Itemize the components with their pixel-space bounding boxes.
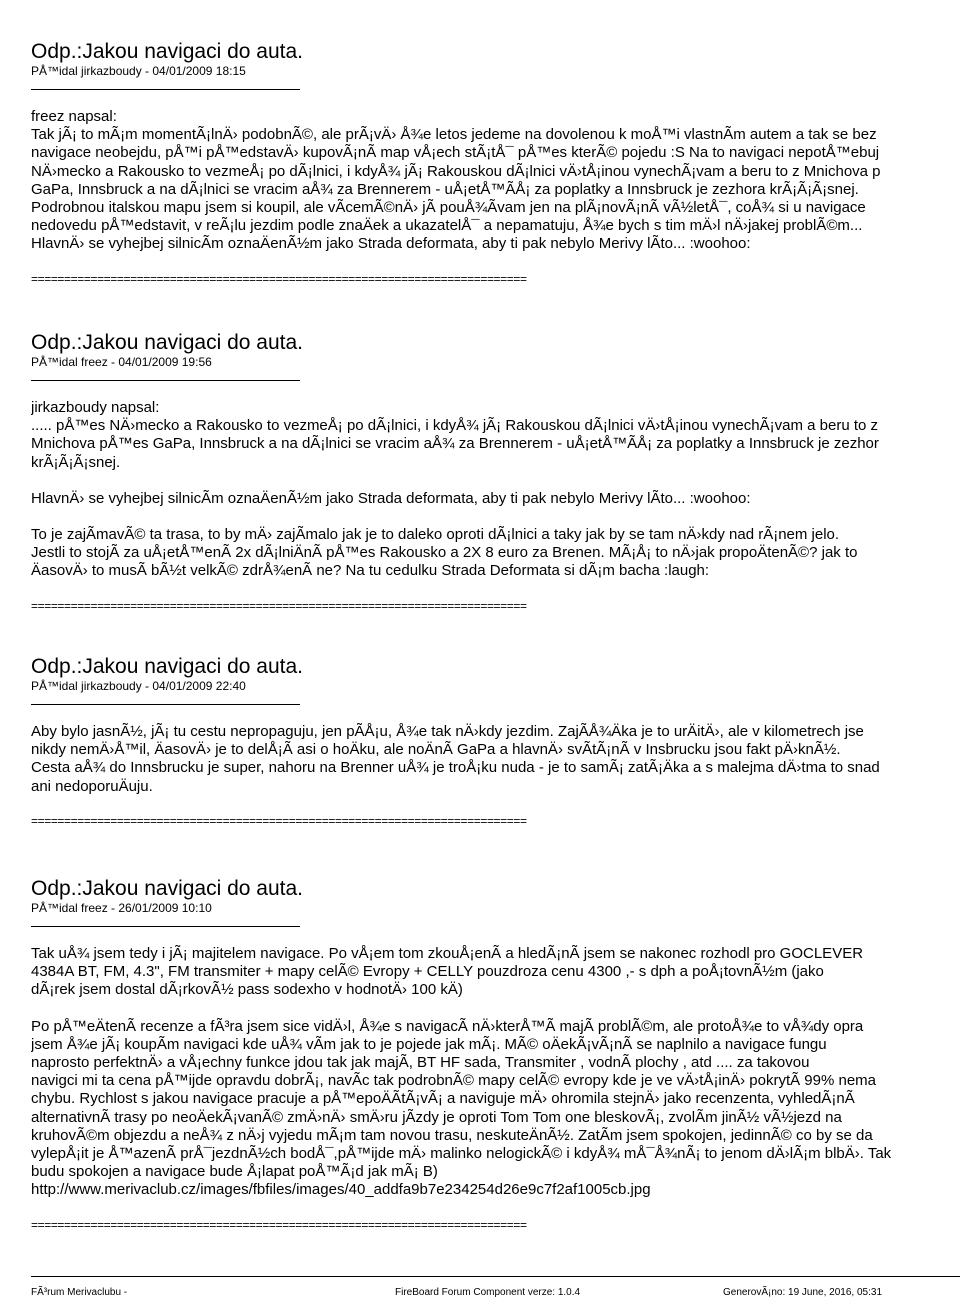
post-text-line: navigace neobejdu, pÅ™i pÅ™edstavÄ› kupovÃ¡nÃ map vÅ¡ech stÃ¡tÅ¯ pÅ™es kterÃ© pojedu :S Na to navigaci nepotÅ™ebuj [31, 144, 880, 162]
post-text-line: NÄ›mecko a Rakousko to vezmeÅ¡ po dÃ¡lnici, i kdyÅ¾ jÃ¡ Rakouskou dÃ¡lnici vÄ›tÅ¡inou vynechÃ¡vam a beru to z Mnichova p [31, 162, 881, 180]
post-title: Odp.:Jakou navigaci do auta. [31, 40, 304, 63]
post-text-line: ÄasovÄ› to musÃ bÃ½t velkÃ© zdrÅ¾enÃ ne? Na tu cedulku Strada Deformata si dÃ¡m bacha :laugh: [31, 562, 710, 580]
post-text-line: naprosto perfektnÄ› a vÅ¡echny funkce jdou tak jak majÃ, BT HF sada, Transmiter , vodnÃ plochy , atd .... za takovou [31, 1054, 810, 1072]
post-author-date: PÅ™idal jirkazboudy - 04/01/2009 18:15 [31, 64, 246, 78]
post-title: Odp.:Jakou navigaci do auta. [31, 877, 304, 900]
footer-component-version: FireBoard Forum Component verze: 1.0.4 [395, 1287, 581, 1298]
post-separator: =========================================================================== [31, 813, 527, 828]
forum-post [31, 40, 960, 286]
post-text-line: 4384A BT, FM, 4.3", FM transmiter + mapy celÃ© Evropy + CELLY pouzdroza cenu 4300 ,- s dph a poÅ¡tovnÃ½m (jako [31, 963, 824, 981]
post-text-line: Mnichova pÅ™es GaPa, Innsbruck a na dÃ¡lnici se vracim aÅ¾ za Brennerem - uÅ¡etÅ™ÃÅ¡ za poplatky a Innsbruck je zezhor [31, 435, 879, 453]
post-text-line: Aby bylo jasnÃ½, jÃ¡ tu cestu nepropaguju, jen pÃÅ¡u, Å¾e tak nÄ›kdy jezdim. ZajÃÅ¾Äka je to urÄitÄ›, ale v kilometrech jse [31, 723, 864, 740]
post-text-line: krÃ¡Ã¡Ã¡snej. [31, 453, 121, 471]
post-author-date: PÅ™idal jirkazboudy - 04/01/2009 22:40 [31, 679, 246, 693]
forum-post [31, 331, 960, 613]
post-text-line: freez napsal: [31, 108, 117, 125]
footer-generated-date: GenerovÃ¡no: 19 June, 2016, 05:31 [723, 1287, 883, 1298]
post-separator: =========================================================================== [31, 271, 527, 286]
post-text-line: dÃ¡rek jsem dostal dÃ¡rkovÃ½ pass sodexho v hodnotÄ› 100 kÄ) [31, 981, 463, 999]
post-text-line: Jestli to stojÃ za uÅ¡etÅ™enÃ 2x dÃ¡lniÄnÃ pÅ™es Rakousko a 2X 8 euro za Brenen. MÃ¡Å¡ to nÄ›jak propoÄtenÃ©? jak to [31, 544, 858, 562]
post-text-line: Po pÅ™eÄtenÃ recenze a fÃ³ra jsem sice vidÄ›l, Å¾e s navigacÃ nÄ›kterÅ™Ã majÃ problÃ©m, ale protoÅ¾e to vÅ¾dy opra [31, 1017, 864, 1035]
post-text-line: vylepÅ¡it je Å™azenÃ prÅ¯jezdnÃ½ch bodÅ¯,pÅ™ijde mÄ› malinko nelogickÃ© i kdyÅ¾ mÅ¯Å¾nÃ¡ to jenom dÄ›lÃ¡m blbÄ›. Tak [31, 1145, 892, 1163]
footer-divider [31, 1276, 960, 1277]
post-text-line: navigci mi ta cena pÅ™ijde opravdu dobrÃ¡, navÃc tak podrobnÃ© mapy celÃ© evropy kde je ve vÄ›tÅ¡inÄ› pokrytÃ 99% nema [31, 1072, 877, 1090]
post-separator: =========================================================================== [31, 1217, 527, 1232]
post-title: Odp.:Jakou navigaci do auta. [31, 331, 304, 354]
post-text-line: jsem Å¾e jÃ¡ koupÃm navigaci kde uÅ¾ vÃm jak to je pojede jak mÃ¡. MÃ© oÄekÃ¡vÃ¡nÃ se naplnilo a navigace fungu [31, 1035, 827, 1053]
post-text-line: nedovedu pÅ™edstavit, v reÃ¡lu jezdim podle znaÄek a ukazatelÅ¯ a nepamatuju, Å¾e bych s tim mÄ›l nÄ›jakej problÃ©m... [31, 217, 863, 235]
post-text-line: kruhovÃ©m objezdu a neÅ¾ z nÄ›j vyjedu mÃ¡m tam novou trasu, neskuteÄnÃ½. ZatÃm jsem spokojen, jedinnÃ© co by se da [31, 1126, 873, 1144]
post-text-line: Podrobnou italskou mapu jsem si koupil, ale vÃcemÃ©nÄ› jÃ pouÅ¾Ãvam jen na plÃ¡novÃ¡nÃ vÃ½letÅ¯, coÅ¾ si u navigace [31, 199, 866, 217]
post-text-line: Tak uÅ¾ jsem tedy i jÃ¡ majitelem navigace. Po vÅ¡em tom zkouÅ¡enÃ a hledÃ¡nÃ jsem se nakonec rozhodl pro GOCLEVER [31, 945, 864, 962]
post-text-line: To je zajÃmavÃ© ta trasa, to by mÄ› zajÃmalo jak je to daleko oproti dÃ¡lnici a taky jak by se tam nÄ›kdy nad rÃ¡nem jelo. [31, 526, 840, 544]
post-text-line: Cesta aÅ¾ do Innsbrucku je super, nahoru na Brenner uÅ¾ je troÅ¡ku nuda - je to samÃ¡ zatÃ¡Äka a s malejma dÄ›tma to snad [31, 759, 880, 777]
post-author-date: PÅ™idal freez - 26/01/2009 10:10 [31, 901, 212, 915]
post-author-date: PÅ™idal freez - 04/01/2009 19:56 [31, 355, 212, 369]
post-text-line: ..... pÅ™es NÄ›mecko a Rakousko to vezmeÅ¡ po dÃ¡lnici, i kdyÅ¾ jÃ¡ Rakouskou dÃ¡lnici vÄ›tÅ¡inou vynechÃ¡vam a beru to z [31, 417, 879, 435]
post-text-line: Tak jÃ¡ to mÃ¡m momentÃ¡lnÄ› podobnÃ©, ale prÃ¡vÄ› Å¾e letos jedeme na dovolenou k moÅ™i vlastnÃm autem a tak se bez [31, 126, 877, 144]
forum-post [31, 655, 960, 828]
post-title: Odp.:Jakou navigaci do auta. [31, 655, 304, 678]
post-text-line: chybu. Rychlost s jakou navigace pracuje a pÅ™epoÄÃtÃ¡vÃ¡ a naviguje mÄ› ohromila stejnÄ› jako recenzenta, vyhledÃ¡nÃ [31, 1090, 855, 1108]
post-text-line: HlavnÄ› se vyhejbej silnicÃm oznaÄenÃ½m jako Strada deformata, aby ti pak nebylo Merivy lÃto... :woohoo: [31, 489, 751, 507]
post-text-line: http://www.merivaclub.cz/images/fbfiles/images/40_addfa9b7e234254d26e9c7f2af1005cb.jpg [31, 1181, 651, 1199]
post-text-line: jirkazboudy napsal: [31, 399, 160, 416]
post-text-line: alternativnÃ trasy po neoÄekÃ¡vanÃ© zmÄ›nÄ› smÄ›ru jÃzdy je oproti Tom Tom one bleskovÃ¡, zvolÃm jinÃ½ vÃ½jezd na [31, 1108, 842, 1126]
footer-site-name: FÃ³rum Merivaclubu - [31, 1287, 128, 1298]
forum-post [31, 877, 960, 1232]
post-text-line: budu spokojen a navigace bude Å¡lapat poÅ™Ã¡d jak mÃ¡ B) [31, 1163, 438, 1181]
post-text-line: GaPa, Innsbruck a na dÃ¡lnici se vracim aÅ¾ za Brennerem - uÅ¡etÅ™ÃÅ¡ za poplatky a Innsbruck je zezhora krÃ¡Ã¡Ã¡snej. [31, 180, 859, 198]
post-text-line: nikdy nemÄ›Å™il, ÄasovÄ› je to delÅ¡Ã asi o hoÄku, ale noÄnÃ GaPa a hlavnÄ› svÃtÃ¡nÃ v Insbrucku jsou fakt pÄ›knÃ½. [31, 741, 841, 759]
post-text-line: ani nedoporuÄuju. [31, 777, 153, 795]
post-text-line: HlavnÄ› se vyhejbej silnicÃm oznaÄenÃ½m jako Strada deformata, aby ti pak nebylo Merivy lÃto... :woohoo: [31, 235, 751, 253]
post-separator: =========================================================================== [31, 598, 527, 613]
